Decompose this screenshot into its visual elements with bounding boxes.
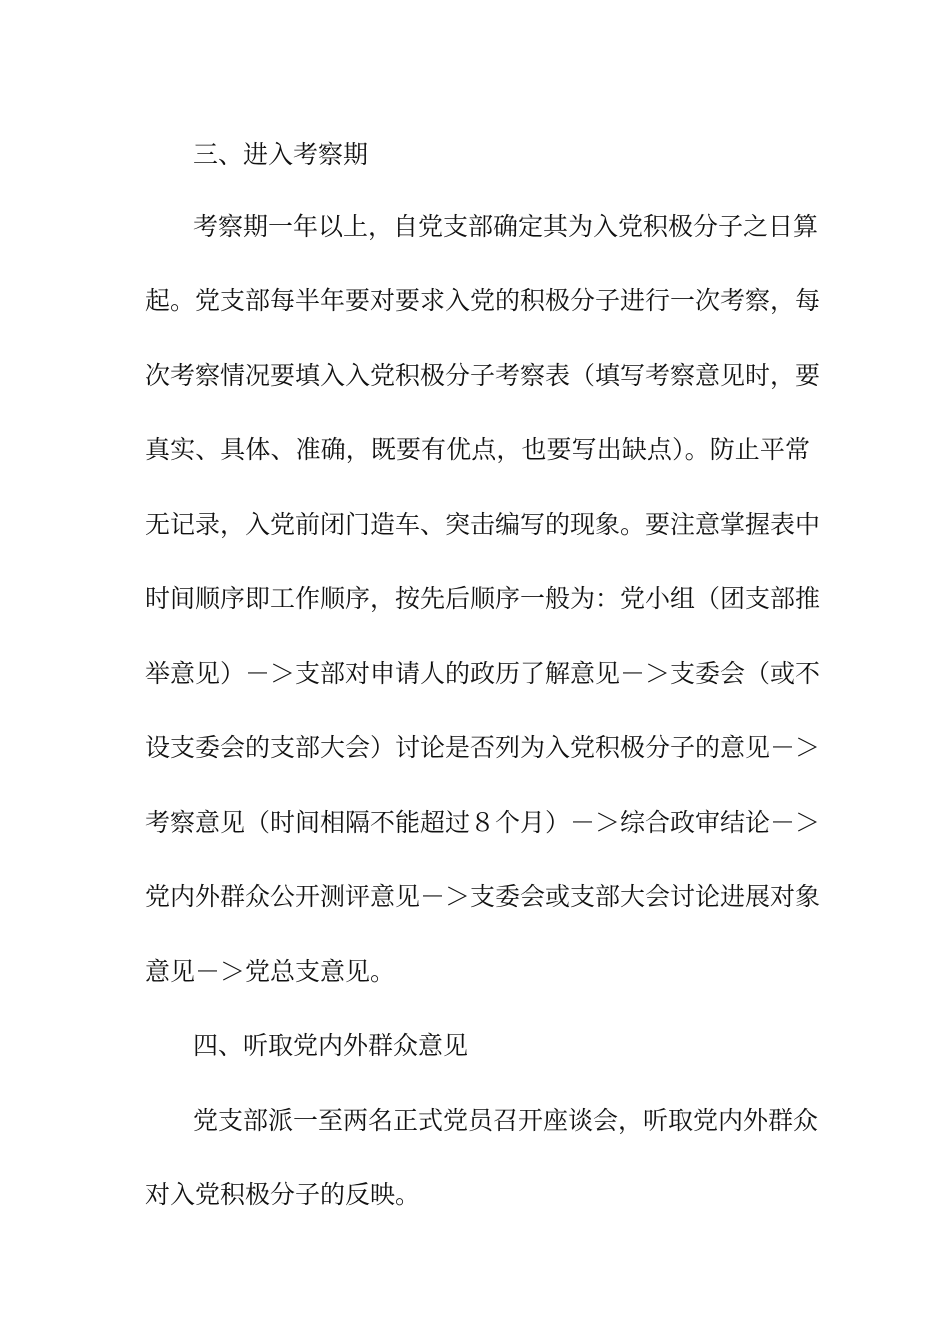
paragraph-line: 时间顺序即工作顺序，按先后顺序一般为：党小组（团支部推	[145, 584, 821, 613]
section-4-heading: 四、听取党内外群众意见	[193, 1031, 469, 1060]
paragraph-line: 意见－＞党总支意见。	[145, 957, 396, 986]
paragraph-line: 次考察情况要填入入党积极分子考察表（填写考察意见时，要	[145, 361, 821, 390]
paragraph-line: 考察意见（时间相隔不能超过８个月）－＞综合政审结论－＞	[145, 808, 821, 837]
paragraph-line: 无记录，入党前闭门造车、突击编写的现象。要注意掌握表中	[145, 510, 821, 539]
paragraph-line: 对入党积极分子的反映。	[145, 1180, 421, 1209]
section-3-heading: 三、进入考察期	[193, 140, 369, 169]
paragraph-line: 起。党支部每半年要对要求入党的积极分子进行一次考察，每	[145, 286, 821, 315]
paragraph-line: 设支委会的支部大会）讨论是否列为入党积极分子的意见－＞	[145, 733, 821, 762]
paragraph-line: 党内外群众公开测评意见－＞支委会或支部大会讨论进展对象	[145, 882, 821, 911]
paragraph-line: 考察期一年以上，自党支部确定其为入党积极分子之日算	[193, 212, 819, 241]
paragraph-line: 党支部派一至两名正式党员召开座谈会，听取党内外群众	[193, 1106, 819, 1135]
paragraph-line: 举意见）－＞支部对申请人的政历了解意见－＞支委会（或不	[145, 659, 821, 688]
paragraph-line: 真实、具体、准确，既要有优点，也要写出缺点）。防止平常	[145, 435, 810, 464]
